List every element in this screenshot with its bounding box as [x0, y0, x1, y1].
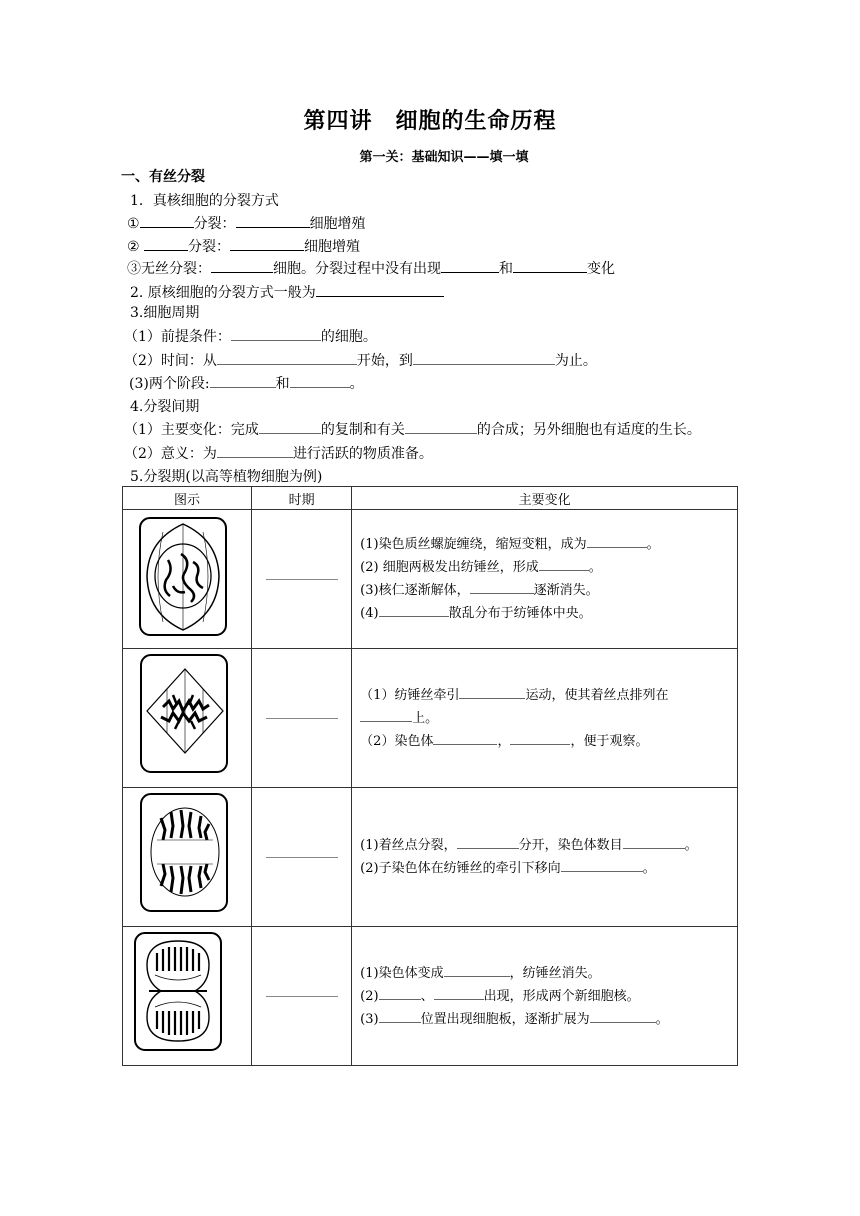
- blank[interactable]: [217, 445, 293, 458]
- mitosis-stage-table: [122, 486, 738, 1066]
- blank[interactable]: [259, 421, 321, 434]
- page-subtitle: 第一关：基础知识——填一填: [359, 150, 529, 165]
- blank[interactable]: [433, 732, 497, 745]
- metaphase-cell-icon: [123, 649, 251, 783]
- blank[interactable]: [217, 352, 357, 365]
- q1-line-c: ③无丝分裂： 细胞。分裂过程中没有出现 和 变化: [127, 258, 615, 278]
- blank[interactable]: [316, 282, 444, 297]
- blank[interactable]: [230, 236, 304, 251]
- table-row: [123, 649, 738, 788]
- blank[interactable]: [211, 258, 273, 273]
- blank[interactable]: [587, 535, 647, 548]
- period-blank[interactable]: [266, 856, 338, 858]
- anaphase-cell-icon: [123, 788, 251, 922]
- q1-line-a: ① 分裂： 细胞增殖: [127, 213, 366, 233]
- blank[interactable]: [144, 236, 188, 251]
- q4-heading: 4.分裂间期: [130, 399, 200, 415]
- prophase-cell-icon: [123, 510, 251, 644]
- q1-line-b: ② 分裂： 细胞增殖: [127, 236, 360, 256]
- telophase-figure: [123, 927, 252, 1066]
- blank[interactable]: [140, 213, 194, 228]
- period-blank[interactable]: [266, 995, 338, 997]
- q3-line-c: (3)两个阶段: 和 。: [129, 376, 364, 392]
- blank[interactable]: [379, 604, 449, 617]
- blank[interactable]: [210, 375, 276, 388]
- table-row: [123, 788, 738, 927]
- blank[interactable]: [434, 987, 484, 1000]
- blank[interactable]: [590, 1010, 656, 1023]
- table-header-figure: 图示: [123, 487, 252, 510]
- blank[interactable]: [623, 836, 685, 849]
- table-row: [123, 927, 738, 1066]
- blank[interactable]: [510, 732, 570, 745]
- table-header-period: 时期: [252, 487, 352, 510]
- q5-heading: 5.分裂期(以高等植物细胞为例): [130, 469, 323, 485]
- blank[interactable]: [360, 709, 412, 722]
- q4-line-b: （2）意义：为 进行活跃的物质准备。: [124, 446, 433, 462]
- telophase-cell-icon: [123, 927, 251, 1061]
- blank[interactable]: [236, 213, 310, 228]
- blank[interactable]: [405, 421, 477, 434]
- blank[interactable]: [457, 836, 519, 849]
- blank[interactable]: [539, 558, 589, 571]
- page-title: 第四讲 细胞的生命历程: [303, 109, 557, 134]
- table-header-changes: 主要变化: [352, 487, 738, 510]
- blank[interactable]: [441, 258, 499, 273]
- q2-line: 2. 原核细胞的分裂方式一般为: [130, 282, 444, 302]
- blank[interactable]: [413, 352, 555, 365]
- period-blank[interactable]: [266, 717, 338, 719]
- blank[interactable]: [459, 686, 525, 699]
- changes-cell: (1)着丝点分裂， 分开，染色体数目 。 (2)子染色体在纺锤丝的牵引下移向 。: [352, 788, 738, 927]
- q4-line-a: （1）主要变化：完成 的复制和有关 的合成；另外细胞也有适度的生长。: [124, 422, 701, 438]
- blank[interactable]: [470, 581, 534, 594]
- prophase-figure: [123, 510, 252, 649]
- blank[interactable]: [379, 987, 421, 1000]
- changes-cell: (1)染色体变成 ，纺锤丝消失。 (2) 、 出现，形成两个新细胞核。 (3) 位置出现细胞板，逐渐扩展为 。: [352, 927, 738, 1066]
- table-row: [123, 510, 738, 649]
- q3-line-b: （2）时间：从 开始，到 为止。: [124, 353, 597, 369]
- blank[interactable]: [561, 859, 643, 872]
- blank[interactable]: [379, 1010, 421, 1023]
- changes-cell: (1)染色质丝螺旋缠绕，缩短变粗，成为 。 (2) 细胞两极发出纺锤丝，形成 。 (3)核仁逐渐解体， 逐渐消失。 (4) 散乱分布于纺锤体中央。: [352, 510, 738, 649]
- blank[interactable]: [231, 328, 321, 341]
- q1-heading: 1．真核细胞的分裂方式: [130, 193, 279, 209]
- q3-line-a: （1）前提条件： 的细胞。: [124, 329, 377, 345]
- metaphase-figure: [123, 649, 252, 788]
- section-heading: 一、有丝分裂: [121, 169, 205, 185]
- blank[interactable]: [290, 375, 350, 388]
- q3-heading: 3.细胞周期: [130, 305, 200, 321]
- period-blank[interactable]: [266, 578, 338, 580]
- anaphase-figure: [123, 788, 252, 927]
- blank[interactable]: [444, 964, 510, 977]
- changes-cell: （1）纺锤丝牵引 运动，使其着丝点排列在 上。 （2）染色体 ， ，便于观察。: [352, 649, 738, 788]
- blank[interactable]: [513, 258, 587, 273]
